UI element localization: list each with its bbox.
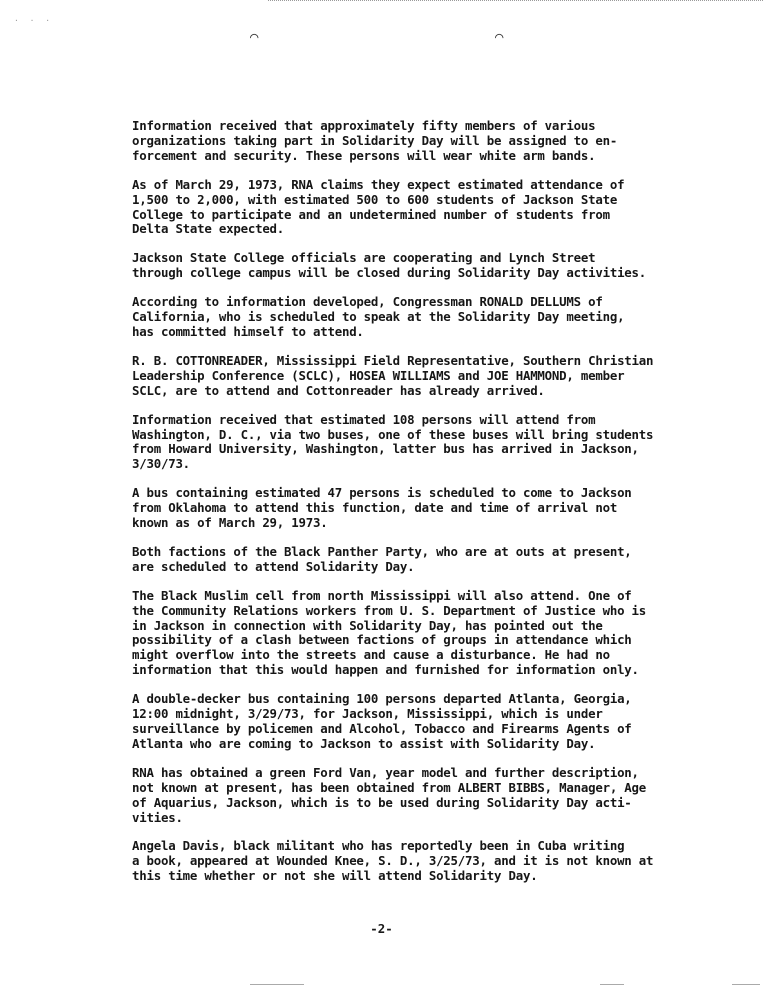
paragraph-atlanta-bus: A double-decker bus containing 100 persons departed Atlanta, Georgia, 12:00 midnight, 3/29/73, for Jackson, Mississippi, which is under surveillance by policemen and Alcohol, Tobacco and Firearms Agents of Atlanta who are coming to Jackson to assist with Solidarity Day. [132, 691, 632, 751]
paragraph-enforcement-security: Information received that approximately fifty members of various organizations taking part in Solidarity Day will be assigned to en- forcement and security. These persons will wear white arm bands. [132, 118, 618, 163]
paragraph-sclc: R. B. COTTONREADER, Mississippi Field Representative, Southern Christian Leadership Conference (SCLC), HOSEA WILLIAMS and JOE HAMMOND, member SCLC, are to attend and Cottonreader has already arrived. [132, 352, 654, 398]
margin-marks: · · · [14, 16, 54, 25]
paragraph-dellums: According to information developed, Congressman RONALD DELLUMS of California, who is scheduled to speak at the Solidarity Day meeting, has committed himself to attend. [132, 294, 625, 339]
bottom-scan-line-left [250, 984, 304, 985]
paragraph-expected-attendance: As of March 29, 1973, RNA claims they expect estimated attendance of 1,500 to 2,000, with estimated 500 to 600 students of Jackson State College to participate and an undetermined number of students from Delta State expected. [132, 176, 625, 237]
paragraph-black-panther: Both factions of the Black Panther Party, who are at outs at present, are scheduled to attend Solidarity Day. [132, 543, 632, 574]
scan-speck-left: ⌒ [250, 29, 259, 45]
top-edge-dots [268, 0, 763, 4]
paragraph-washington-buses: Information received that estimated 108 persons will attend from Washington, D. C., via two buses, one of these buses will bring students from Howard University, Washington, latter bus has arrived in Jackson, 3/30/73. [132, 411, 654, 472]
page-number: -2- [370, 921, 393, 936]
paragraph-oklahoma-bus: A bus containing estimated 47 persons is scheduled to come to Jackson from Oklahoma to attend this function, date and time of arrival not known as of March 29, 1973. [132, 485, 632, 531]
paragraph-lynch-street: Jackson State College officials are cooperating and Lynch Street through college campus will be closed during Solidarity Day activities. [132, 250, 647, 281]
document-body [132, 119, 687, 898]
scan-speck-right: ⌒ [495, 29, 504, 45]
paragraph-black-muslim: The Black Muslim cell from north Mississippi will also attend. One of the Community Relations workers from U. S. Department of Justice who is in Jackson in connection with Solidarity Day, has pointed out the possibility of a clash between factions of groups in attendance which might overflow into the streets and cause a disturbance. He had no information that this would happen and furnished for information only. [132, 587, 647, 678]
bottom-scan-line-middle [600, 984, 624, 985]
paragraph-ford-van: RNA has obtained a green Ford Van, year model and further description, not known at present, has been obtained from ALBERT BIBBS, Manager, Age of Aquarius, Jackson, which is to be used during Solidarity Day acti- vities. [132, 764, 647, 825]
paragraph-angela-davis: Angela Davis, black militant who has reportedly been in Cuba writing a book, appeared at Wounded Knee, S. D., 3/25/73, and it is not known at this time whether or not she will attend Solidarity Day. [132, 838, 654, 884]
bottom-scan-line-right [732, 984, 760, 985]
